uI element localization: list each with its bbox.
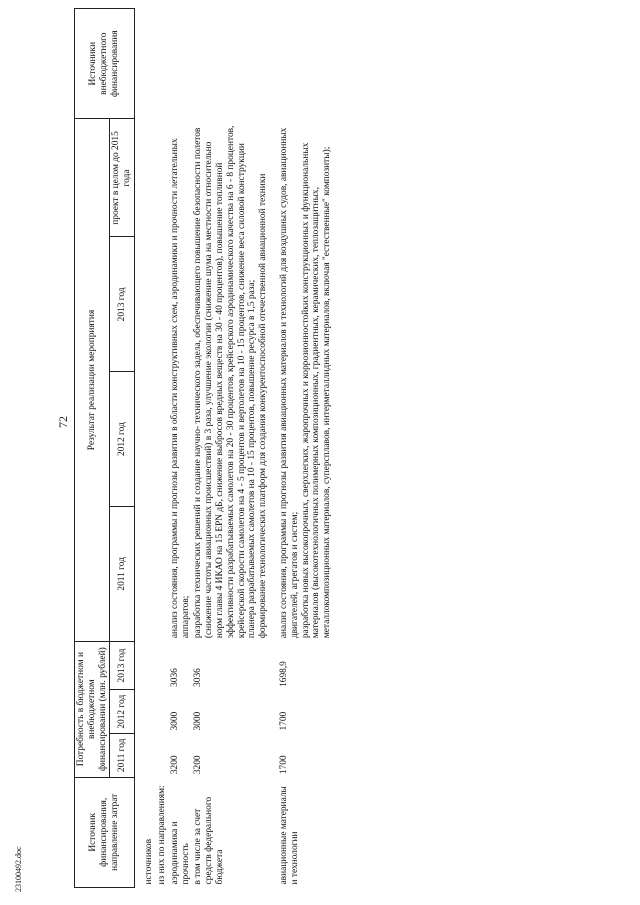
value-2012: 1700 (279, 711, 289, 731)
header-extrabudget: Источники внебюджетного финансирования (75, 9, 135, 119)
result-text (278, 119, 334, 641)
value-2013: 1698,9 (279, 661, 289, 687)
table-row (156, 9, 169, 888)
value-2012: 3000 (193, 711, 204, 731)
result-text (169, 119, 193, 641)
row-label: авиационные материалы и технологии (279, 786, 300, 885)
value-2012: 3000 (169, 711, 180, 731)
header-source: Источник финансирования, направление затрат (75, 777, 135, 887)
header-need-2012: 2012 год (110, 690, 135, 734)
row-label: источников (144, 838, 155, 885)
value-2011: 3200 (193, 755, 204, 775)
row-label: из них по направлениям: (156, 785, 167, 885)
table-row (169, 9, 193, 888)
table-row (143, 9, 156, 888)
row-label: аэродинамика и прочность (169, 821, 191, 885)
value-2011: 3200 (169, 755, 180, 775)
result-paragraph: анализ состояния, программы и прогнозы развития в области конструктивных схем, аэродинамики и прочности летательных аппаратов; (169, 138, 191, 639)
page-number: 72 (56, 416, 70, 428)
rotated-page-content (74, 8, 634, 888)
result-paragraph: разработка новых высокопрочных, сверхлегких, жаропрочных и коррозионностойких конструкционных и функциональных материалов (высокотехнологичных полимерных композиционных, градиентных, керамических, теплозащитных, металлокомпозиционных материалов, суперсплавов, интерметаллидных материалов, включая "естественные" композиты); (300, 142, 333, 639)
result-text (192, 119, 270, 641)
document-code: 23100492.doc (14, 846, 23, 892)
funding-table (74, 8, 334, 888)
result-paragraph: разработка технических решений и создание научно- технического задела, обеспечивающего повышение безопасности полетов (снижение частоты авиационных происшествий) в 3 раза, улучшение экологии (снижение шума на местности относительно норм главы 4 ИКАО на 15 EPN дБ, снижение выбросов вредных веществ на 30 - 40 процентов), повышение топливной эффективности разрабатываемых самолетов на 20 - 30 процентов, крейсерского аэродинамического качества на 6 - 8 процентов, крейсерской скорости самолетов на 4 - 5 процентов и вертолетов на 10 - 15 процентов, снижение веса силовой конструкции планера разрабатываемых самолетов на 10 - 15 процентов, повышение ресурса в 1,5 раза; (193, 125, 258, 639)
result-paragraph: формирование технологических платформ для создания конкурентоспособной отечественной авиационной техники (258, 173, 269, 639)
header-result-2012: 2012 год (110, 372, 135, 507)
value-2013: 3036 (169, 668, 180, 687)
header-result-total: проект в целом до 2015 года (110, 119, 135, 237)
header-need-2013: 2013 год (110, 641, 135, 690)
header-need-group: Потребность в бюджетном и внебюджетном финансировании (млн. рублей) (75, 641, 110, 777)
header-need-2011: 2011 год (110, 734, 135, 778)
result-paragraph: анализ состояния, программы и прогнозы развития авиационных материалов и технологий для воздушных судов, авиационных двигателей, агрегатов и систем; (279, 127, 300, 639)
value-2013: 3036 (193, 668, 204, 687)
table-row (192, 9, 270, 888)
header-result-group: Результат реализации мероприятия (75, 119, 110, 641)
header-result-2011: 2011 год (110, 506, 135, 641)
row-label: в том числе за счет средств федерального бюджета (193, 796, 225, 885)
table-row (278, 9, 334, 888)
header-result-2013: 2013 год (110, 237, 135, 372)
value-2011: 1700 (279, 755, 289, 775)
